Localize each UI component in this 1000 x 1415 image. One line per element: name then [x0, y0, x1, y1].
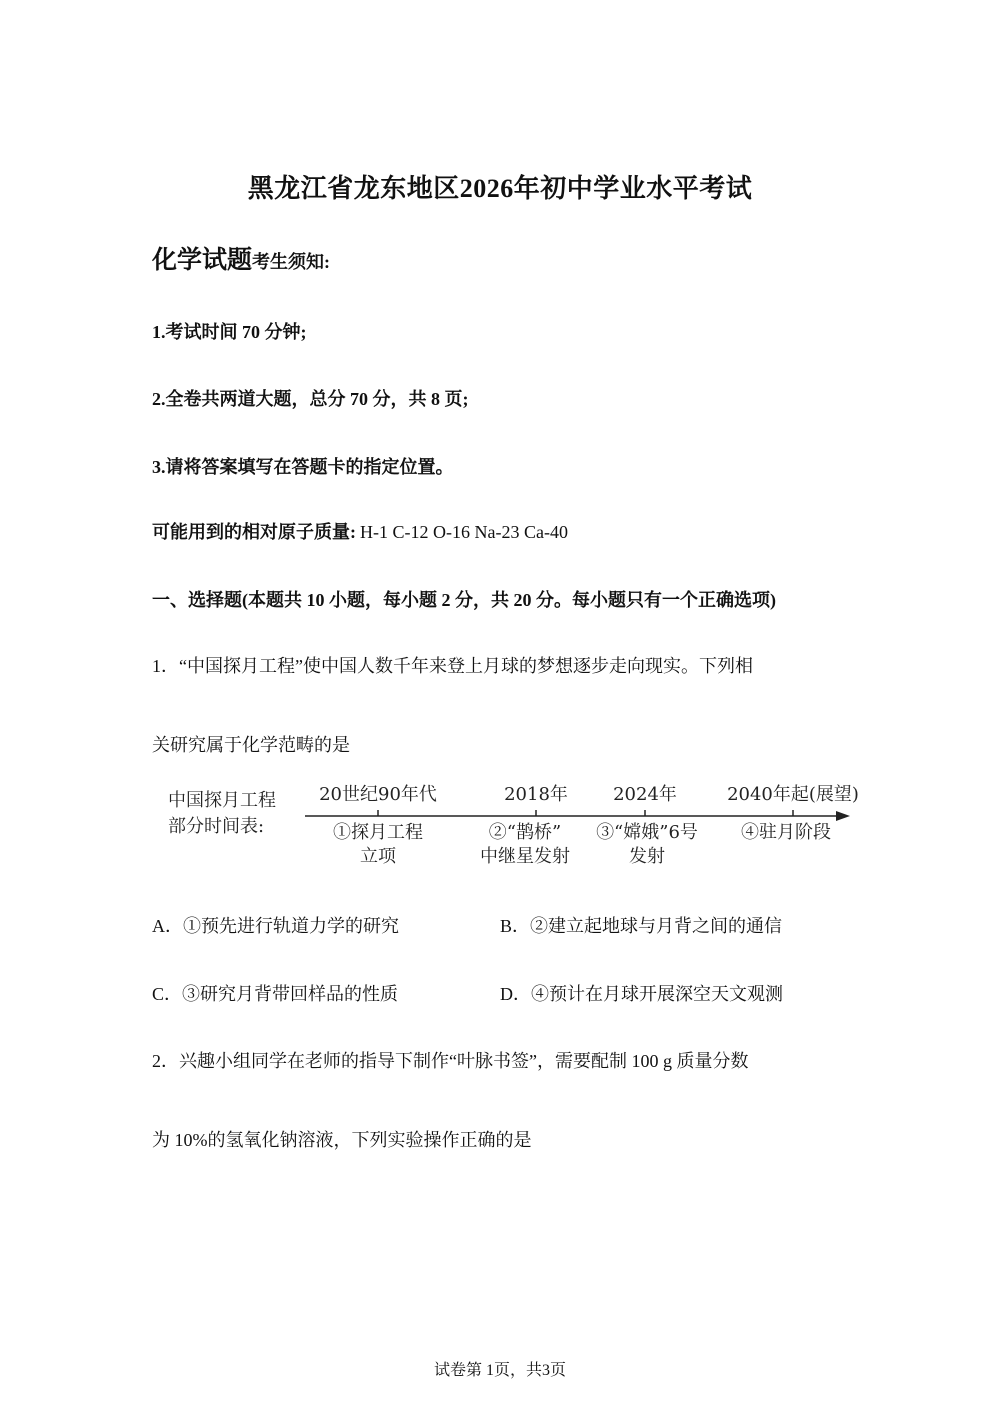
timeline-event-1-line-2: 立项: [360, 846, 396, 867]
notice-item-1: 1.考试时间 70 分钟;: [152, 322, 307, 342]
timeline-event-4-line-1: ④驻月阶段: [741, 822, 831, 843]
option-c[interactable]: C．③研究月背带回样品的性质: [152, 984, 399, 1004]
subject-line: [152, 240, 330, 276]
timeline-date-4: 2040年起(展望): [727, 784, 859, 805]
atomic-masses: [152, 518, 568, 544]
section-heading: 一、选择题(本题共 10 小题，每小题 2 分，共 20 分。每小题只有一个正确选项): [152, 590, 776, 610]
timeline-label-line-1: 中国探月工程: [168, 790, 276, 811]
option-d[interactable]: D．④预计在月球开展深空天文观测: [500, 984, 783, 1004]
timeline-event-2-line-2: 中继星发射: [480, 846, 570, 867]
timeline-date-3: 2024年: [613, 784, 677, 805]
atomic-masses-values: H-1 C-12 O-16 Na-23 Ca-40: [360, 522, 568, 542]
atomic-masses-label: 可能用到的相对原子质量:: [152, 522, 356, 542]
timeline-event-1-line-1: ①探月工程: [333, 822, 423, 843]
subject-title: 化学试题: [152, 247, 253, 274]
timeline-date-1: 20世纪90年代: [319, 784, 437, 805]
timeline-event-3-line-1: ③“嫦娥”6号: [596, 822, 698, 843]
moon-program-timeline: [150, 778, 870, 878]
exam-title: 黑龙江省龙东地区2026年初中学业水平考试: [247, 174, 753, 203]
notice-item-2: 2.全卷共两道大题，总分 70 分，共 8 页;: [152, 389, 469, 409]
question-1-line-1: 1．“中国探月工程”使中国人数千年来登上月球的梦想逐步走向现实。下列相: [152, 656, 753, 676]
page-footer: 试卷第 1页，共3页: [433, 1362, 566, 1379]
timeline-date-2: 2018年: [504, 784, 568, 805]
timeline-arrow-icon: [836, 811, 850, 821]
notice-label: 考生须知:: [252, 252, 331, 272]
timeline-label-line-2: 部分时间表:: [168, 816, 265, 837]
question-2-line-1: 2．兴趣小组同学在老师的指导下制作“叶脉书签”，需要配制 100 g 质量分数: [152, 1051, 749, 1071]
option-b[interactable]: B．②建立起地球与月背之间的通信: [500, 916, 783, 936]
question-2-line-2: 为 10%的氢氧化钠溶液，下列实验操作正确的是: [152, 1130, 532, 1150]
timeline-event-3-line-2: 发射: [629, 846, 665, 867]
timeline-event-2-line-1: ②“鹊桥”: [488, 822, 562, 843]
notice-item-3: 3.请将答案填写在答题卡的指定位置。: [152, 457, 454, 477]
option-a[interactable]: A．①预先进行轨道力学的研究: [152, 916, 399, 936]
question-1-line-2: 关研究属于化学范畴的是: [152, 735, 350, 755]
